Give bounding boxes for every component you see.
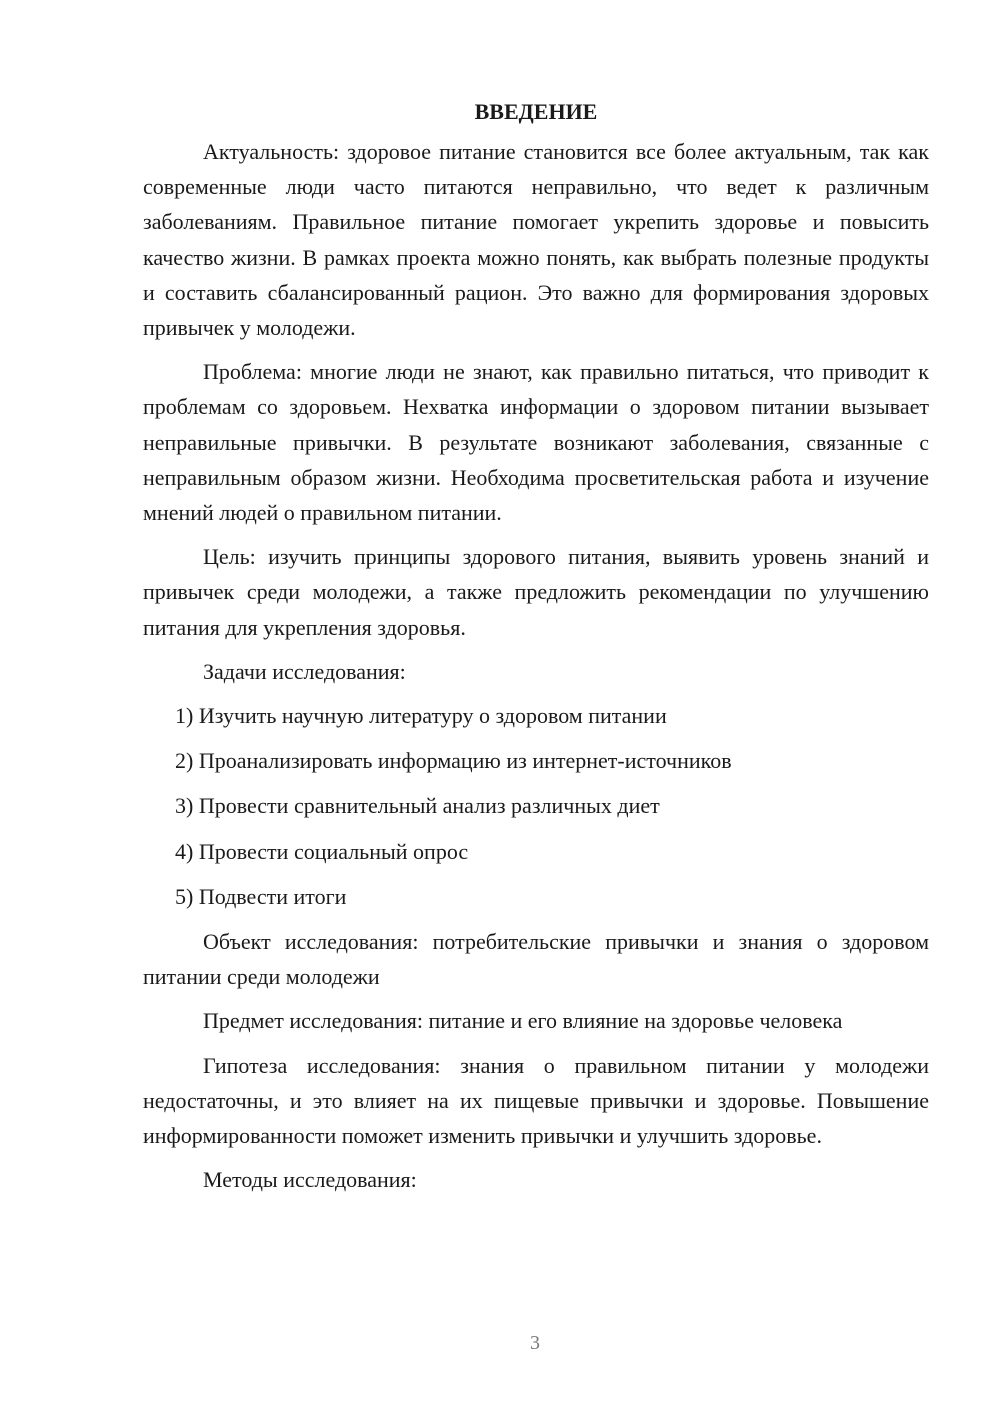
task-item: 5) Подвести итоги (175, 883, 347, 909)
tasks-heading: Задачи исследования: (203, 658, 406, 684)
task-item: 1) Изучить научную литературу о здоровом питании (175, 703, 667, 729)
hypothesis-paragraph: Гипотеза исследования: знания о правильном питании у молодежи недостаточны, и это влияет на их пищевые привычки и здоровье. Повышение информированности поможет изменить привычки и улучшить здоровье. (143, 1052, 929, 1149)
methods-heading: Методы исследования: (203, 1167, 417, 1193)
tasks-list (143, 698, 929, 914)
goal-paragraph: Цель: изучить принципы здорового питания, выявить уровень знаний и привычек среди молодежи, а также предложить рекомендации по улучшению питания для укрепления здоровья. (143, 544, 929, 640)
problem-paragraph: Проблема: многие люди не знают, как правильно питаться, что приводит к проблемам со здоровьем. Нехватка информации о здоровом питании вызывает неправильные привычки. В результате возникают заболевания, связанные с неправильным образом жизни. Необходима просветительская работа и изучение мнений людей о правильном питании. (143, 359, 929, 526)
object-paragraph: Объект исследования: потребительские привычки и знания о здоровом питании среди молодежи (143, 929, 929, 990)
page-number: 3 (530, 1332, 540, 1354)
relevance-paragraph: Актуальность: здоровое питание становится все более актуальным, так как современные люди часто питаются неправильно, что ведет к различным заболеваниям. Правильное питание помогает укрепить здоровье и повысить качество жизни. В рамках проекта можно понять, как выбрать полезные продукты и составить сбалансированный рацион. Это важно для формирования здоровых привычек у молодежи. (143, 139, 929, 341)
task-item: 4) Провести социальный опрос (175, 838, 469, 864)
document-page (143, 96, 929, 1206)
task-item: 3) Провести сравнительный анализ различных диет (175, 793, 660, 819)
subject-paragraph: Предмет исследования: питание и его влияние на здоровье человека (203, 1008, 843, 1034)
task-item: 2) Проанализировать информацию из интернет-источников (175, 748, 732, 774)
section-title: ВВЕДЕНИЕ (474, 99, 598, 124)
